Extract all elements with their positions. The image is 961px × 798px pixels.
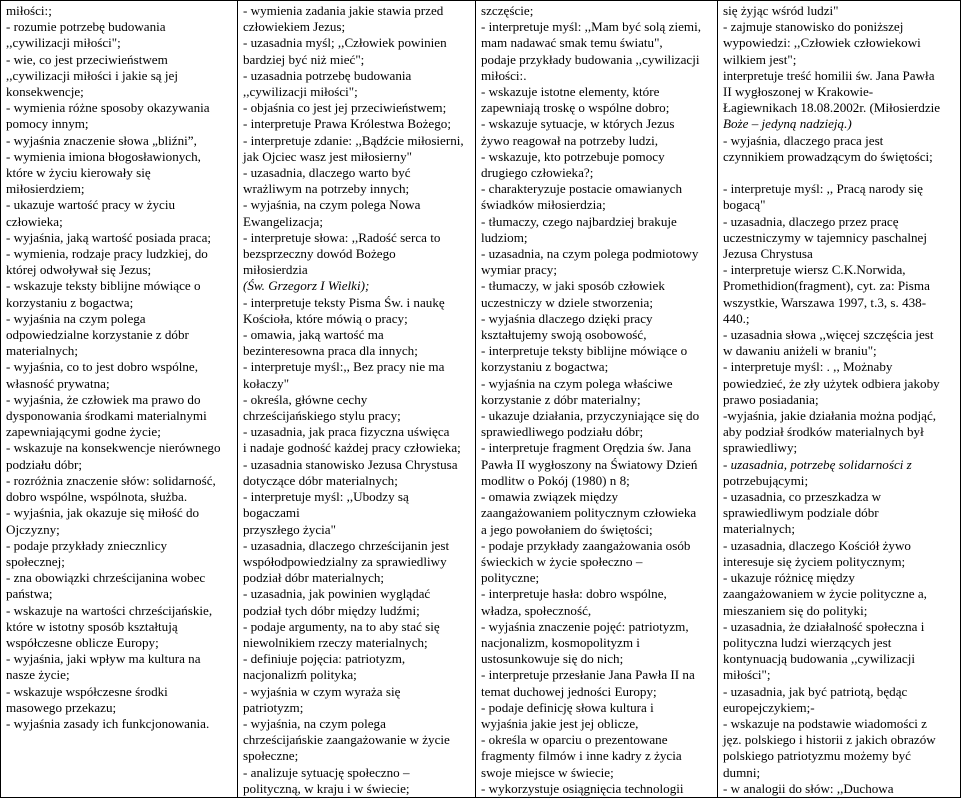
text-line: bogacą" <box>723 197 766 213</box>
text-line: - wskazuje na wartości chrześcijańskie, <box>6 602 213 618</box>
text-line: - interpretuje wiersz C.K.Norwida, <box>723 262 906 278</box>
text-line: państwa; <box>6 586 53 602</box>
text-line: Kościoła, które mówią o pracy; <box>243 310 408 326</box>
text-line: temat duchowej jedności Europy; <box>481 683 657 699</box>
text-line: dobro wspólne, wspólnota, służba. <box>6 489 188 505</box>
text-line: ludziom; <box>481 229 528 245</box>
text-line: powiedzieć, że zły użytek odbiera jakoby <box>723 375 940 391</box>
text-line: - uzasadnia stanowisko Jezusa Chrystusa <box>243 456 458 472</box>
text-line: się żyjąc wśród ludzi" <box>723 3 839 18</box>
text-line: - wskazuje na konsekwencje nierównego <box>6 440 221 456</box>
text-line: - rozróżnia znaczenie słów: solidarność, <box>6 472 216 488</box>
text-line: zaangażowaniem politycznym człowieka <box>481 505 697 521</box>
text-line: - interpretuje myśl: . ,, Możnaby <box>723 359 893 375</box>
text-line: nacjonalizḿ polityka; <box>243 667 357 683</box>
text-line: społeczne; <box>243 748 299 764</box>
text-line: - podaje argumenty, na to aby stać się <box>243 618 440 634</box>
text-line: korzystaniu z bogactwa; <box>6 294 134 310</box>
text-line: sprawiedliwy; <box>723 440 798 456</box>
text-line: - interpretuje Prawa Królestwa Bożego; <box>243 116 451 132</box>
table-cell-col1 <box>1 1 238 798</box>
text-line: ,,cywilizacji miłości"; <box>243 84 358 100</box>
text-line: - wyjaśnia, jaką wartość posiada praca; <box>6 229 212 245</box>
text-line: Ojczyzny; <box>6 521 60 537</box>
text-line: materialnych; <box>723 521 795 537</box>
text-line: - wymienia, rodzaje pracy ludzkiej, do <box>6 246 208 262</box>
text-line: - wskazuje teksty biblijne mówiące o <box>6 278 201 294</box>
text-line: patriotyzm; <box>243 699 304 715</box>
text-line: - wskazuje, kto potrzebuje pomocy <box>481 148 665 164</box>
text-line: - interpretuje myśl:,, Bez pracy nie ma <box>243 359 445 375</box>
text-line: -wyjaśnia, jakie działania można podjąć, <box>723 408 937 424</box>
text-line: niewolnikiem rzeczy materialnych; <box>243 634 428 650</box>
text-line: ,,cywilizacji miłości i jakie są jej <box>6 67 178 83</box>
text-line: - interpretuje fragment Orędzia św. Jana <box>481 440 692 456</box>
text-line: nasze życie; <box>6 667 70 683</box>
text-line: - interpretuje hasła: dobro wspólne, <box>481 586 667 602</box>
text-line: - wyjaśnia w czym wyraża się <box>243 683 401 699</box>
text-line: które w życiu kierowały się <box>6 165 151 181</box>
requirements-list-col2 <box>243 3 472 797</box>
text-line: - uzasadnia, dlaczego warto być <box>243 165 411 181</box>
text-line: - interpretuje zdanie: ,,Bądźcie miłosierni, <box>243 132 464 148</box>
text-line: - wyjaśnia znaczenie słowa „bliźni”, <box>6 132 197 148</box>
text-line: - wyjaśnia, co to jest dobro wspólne, <box>6 359 199 375</box>
text-line: własność prywatna; <box>6 375 110 391</box>
text-line: wyjaśnia jakie jest jej oblicze, <box>481 715 639 731</box>
text-line: - interpretuje przesłanie Jana Pawła II na <box>481 667 695 683</box>
text-line: bezsprzeczny dowód Bożego <box>243 246 396 262</box>
text-line: korzystaniu z bogactwa; <box>481 359 609 375</box>
text-line: a jego powołaniem do świętości; <box>481 521 653 537</box>
text-line: - zajmuje stanowisko do poniższej <box>723 19 904 35</box>
text-line: żywo reagował na potrzeby ludzi, <box>481 132 659 148</box>
requirements-list-col3 <box>481 3 714 797</box>
text-line: - uzasadnia potrzebę budowania <box>243 67 412 83</box>
text-line: bogaczami <box>243 505 300 521</box>
text-line: jęz. polskiego i historii z jakich obrazów <box>723 732 936 748</box>
text-line: - zna obowiązki chrześcijanina wobec <box>6 570 206 586</box>
text-line: miłosierdzia <box>243 262 308 278</box>
text-line: podział tych dóbr między ludźmi; <box>243 602 420 618</box>
text-line: miłosierdziem; <box>6 181 85 197</box>
text-line: - wyjaśnia, jak okazuje się miłość do <box>6 505 200 521</box>
text-line: - uzasadnia, dlaczego Kościół żywo <box>723 537 911 553</box>
text-line: Pawła II wygłoszony na Światowy Dzień <box>481 456 698 472</box>
text-line: - rozumie potrzebę budowania <box>6 19 166 35</box>
text-line: ,,cywilizacji miłości"; <box>6 35 121 51</box>
text-line: świeckich w życie społeczno – <box>481 553 643 569</box>
text-line: - wymienia zadania jakie stawia przed <box>243 3 444 18</box>
text-line: - tłumaczy, czego najbardziej brakuje <box>481 213 677 229</box>
text-line: - charakteryzuje postacie omawianych <box>481 181 683 197</box>
text-line: współczesne oblicze Europy; <box>6 634 159 650</box>
text-line: kształtujemy swoją osobowość, <box>481 327 647 343</box>
text-line: Promethidion(fragment), cyt. za: Pisma <box>723 278 930 294</box>
text-line: - wyjaśnia na czym polega <box>6 310 146 326</box>
text-line: które w istotny sposób kształtują <box>6 618 178 634</box>
table-row <box>1 1 961 798</box>
text-line: polityczna ludzi wierzących jest <box>723 634 892 650</box>
text-line: pomocy innym; <box>6 116 89 132</box>
text-line: - wyjaśnia znaczenie pojęć: patriotyzm, <box>481 618 689 634</box>
text-line: konsekwencje; <box>6 84 84 100</box>
text-line: podział dóbr materialnych; <box>243 570 385 586</box>
text-line: kontynuacją budowania ,,cywilizacji <box>723 651 915 667</box>
text-line: fragmenty filmów i inne kadry z życia <box>481 748 682 764</box>
text-line: drugiego człowieka?; <box>481 165 594 181</box>
text-line: wszystkie, Warszawa 1997, t.3, s. 438- <box>723 294 927 310</box>
text-line: - uzasadnia myśl; ,,Człowiek powinien <box>243 35 447 51</box>
text-line: - uzasadnia, na czym polega podmiotowy <box>481 246 699 262</box>
text-line: - wyjaśnia na czym polega właściwe <box>481 375 673 391</box>
text-line: zaangażowaniem w życie polityczne a, <box>723 586 927 602</box>
text-line: potrzebującymi; <box>723 472 809 488</box>
text-line: Boże – jedyną nadzieją.) <box>723 116 852 132</box>
text-line: - ukazuje wartość pracy w życiu <box>6 197 176 213</box>
text-line: wilkiem jest"; <box>723 51 797 67</box>
text-line: przyszłego życia" <box>243 521 336 537</box>
text-line: chrześcijańskie zaangażowanie w życie <box>243 732 450 748</box>
text-line: - uzasadnia, dlaczego przez pracę <box>723 213 899 229</box>
text-line: dysponowania środkami materialnymi <box>6 408 207 424</box>
text-line: 440.; <box>723 310 750 326</box>
text-line: - wyjaśnia, dlaczego praca jest <box>723 132 884 148</box>
text-line: czynnikiem prowadzącym do świętości; <box>723 148 933 164</box>
text-line: - uzasadnia, jak powinien wyglądać <box>243 586 431 602</box>
text-line: świadków miłosierdzia; <box>481 197 606 213</box>
text-line: miłości"; <box>723 667 771 683</box>
text-line: współodpowiedzialny za sprawiedliwy <box>243 553 447 569</box>
text-line: jak Ojciec wasz jest miłosierny" <box>243 148 412 164</box>
text-line: - określa, główne cechy <box>243 391 368 407</box>
text-line: - interpretuje teksty Pisma Św. i naukę <box>243 294 445 310</box>
text-line: interesuje się życiem politycznym; <box>723 553 906 569</box>
text-line: której odwoływał się Jezus; <box>6 262 152 278</box>
text-line: - omawia, jaką wartość ma <box>243 327 384 343</box>
text-line: - w analogii do słów: ,,Duchowa <box>723 780 894 796</box>
text-line: kołaczy" <box>243 375 290 391</box>
text-line: - ukazuje działania, przyczyniające się do <box>481 408 700 424</box>
text-line: - wyjaśnia, jaki wpływ ma kultura na <box>6 651 201 667</box>
text-line: - wie, co jest przeciwieństwem <box>6 51 168 67</box>
text-line: Łagiewnikach 18.08.2002r. (Miłosierdzie <box>723 100 941 116</box>
text-line: - podaje przykłady zaangażowania osób <box>481 537 691 553</box>
text-line: - wyjaśnia, że człowiek ma prawo do <box>6 391 201 407</box>
text-line: bezinteresowna praca dla innych; <box>243 343 418 359</box>
text-line: wymiar pracy; <box>481 262 557 278</box>
table-cell-col3 <box>476 1 718 798</box>
text-line: wrażliwym na potrzeby innych; <box>243 181 410 197</box>
text-line: mieszaniem się do polityki; <box>723 602 868 618</box>
text-line: - wyjaśnia, na czym polega Nowa <box>243 197 421 213</box>
requirements-list-col1 <box>6 3 234 732</box>
text-line: - określa w oparciu o prezentowane <box>481 732 668 748</box>
text-line: (Św. Grzegorz I Wielki); <box>243 278 370 294</box>
text-line: sprawiedliwym podziale dóbr <box>723 505 879 521</box>
text-line: - wskazuje na podstawie wiadomości z <box>723 715 927 731</box>
text-line: - wyjaśnia, na czym polega <box>243 715 386 731</box>
table-cell-col4 <box>718 1 961 798</box>
text-line: podziału dóbr; <box>6 456 82 472</box>
text-line: - ukazuje różnicę między <box>723 570 855 586</box>
text-line: - uzasadnia, jak być patriotą, będąc <box>723 683 908 699</box>
text-line: dumni; <box>723 764 761 780</box>
text-line: uczestniczy w dziele stworzenia; <box>481 294 653 310</box>
text-line: ustosunkowuje się do nich; <box>481 651 624 667</box>
text-line: - tłumaczy, w jaki sposób człowiek <box>481 278 665 294</box>
text-line: sprawiedliwego podziału dóbr; <box>481 424 644 440</box>
text-line: II wygłoszonej w Krakowie- <box>723 84 874 100</box>
text-line: swoje miejsce w świecie; <box>481 764 614 780</box>
requirements-list-col4 <box>723 3 957 797</box>
text-line: szczęście; <box>481 3 534 18</box>
text-line: modlitw o Pokój (1980) n 8; <box>481 472 630 488</box>
text-line: dotyczące dóbr materialnych; <box>243 472 398 488</box>
text-line: społecznej; <box>6 553 65 569</box>
text-line: w dawaniu aniżeli w braniu"; <box>723 343 877 359</box>
text-line: uczestniczymy w tajemnicy paschalnej <box>723 229 927 245</box>
text-line: - omawia związek między <box>481 489 619 505</box>
text-line: - interpretuje teksty biblijne mówiące o <box>481 343 688 359</box>
text-line: człowiekiem Jezus; <box>243 19 346 35</box>
text-line: - podaje przykłady zniecznlicy <box>6 537 168 553</box>
text-line: i nadaje godność każdej pracy człowieka; <box>243 440 461 456</box>
text-line: - wyjaśnia dlaczego dzięki pracy <box>481 310 653 326</box>
text-line: - uzasadnia, że działalność społeczna i <box>723 618 925 634</box>
text-line: odpowiedzialne korzystanie z dóbr <box>6 327 189 343</box>
text-line: nacjonalizm, kosmopolityzm i <box>481 634 640 650</box>
text-line: - uzasadnia, dlaczego chrześcijanin jest <box>243 537 450 553</box>
text-line: podaje przykłady budowania ,,cywilizacji <box>481 51 700 67</box>
text-line: masowego przekazu; <box>6 699 117 715</box>
text-line: miłości:. <box>481 67 527 83</box>
text-line: - wskazuje istotne elementy, które <box>481 84 660 100</box>
text-line: - interpretuje słowa: ,,Radość serca to <box>243 229 441 245</box>
table-cell-col2 <box>238 1 476 798</box>
text-line <box>723 165 957 181</box>
text-line: - podaje definicję słowa kultura i <box>481 699 654 715</box>
text-line: - interpretuje myśl: ,,Ubodzy są <box>243 489 409 505</box>
text-line: - wykorzystuje osiągnięcia technologii <box>481 780 684 796</box>
text-line: polityczną, w kraju i w świecie; <box>243 780 410 796</box>
text-line: - uzasadnia, jak praca fizyczna uświęca <box>243 424 450 440</box>
text-line: Jezusa Chrystusa <box>723 246 813 262</box>
text-line: wypowiedzi: ,,Człowiek człowiekowi <box>723 35 921 51</box>
text-line: zapewniają troskę o wspólne dobro; <box>481 100 670 116</box>
text-line: - analizuje sytuację społeczno – <box>243 764 410 780</box>
text-line: - uzasadnia, co przeszkadza w <box>723 489 882 505</box>
text-line: interpretuje treść homilii św. Jana Pawła <box>723 67 935 83</box>
text-line: - wymienia różne sposoby okazywania <box>6 100 210 116</box>
text-line: bardziej być niż mieć"; <box>243 51 365 67</box>
text-line: - wskazuje współczesne środki <box>6 683 168 699</box>
text-line: - interpretuje myśl: ,,Mam być solą ziemi, <box>481 19 701 35</box>
text-line: - wyjaśnia zasady ich funkcjonowania. <box>6 715 210 731</box>
text-line: władza, społeczność, <box>481 602 592 618</box>
text-line: mam nadawać smak temu światu", <box>481 35 663 51</box>
text-line: zapewniającymi godne życie; <box>6 424 161 440</box>
text-line: Ewangelizacja; <box>243 213 323 229</box>
text-line: europejczykiem;- <box>723 699 815 715</box>
text-line: - objaśnia co jest jej przeciwieństwem; <box>243 100 447 116</box>
text-line: polityczne; <box>481 570 540 586</box>
text-line: korzystanie z dóbr materialny; <box>481 391 641 407</box>
text-line: - wymienia imiona błogosławionych, <box>6 148 201 164</box>
text-line: chrześcijańskiego stylu pracy; <box>243 408 401 424</box>
text-line: miłości:; <box>6 3 52 18</box>
text-line: - uzasadnia, potrzebę solidarności z <box>723 456 912 472</box>
text-line: - interpretuje myśl: ,, Pracą narody się <box>723 181 923 197</box>
text-line: aby podział środków materialnych był <box>723 424 924 440</box>
text-line: - wskazuje sytuacje, w których Jezus <box>481 116 675 132</box>
text-line: człowieka; <box>6 213 63 229</box>
text-line: materialnych; <box>6 343 78 359</box>
text-line: - definiuje pojęcia: patriotyzm, <box>243 651 406 667</box>
text-line: polskiego patriotyzmu możemy być <box>723 748 911 764</box>
text-line: - uzasadnia słowa ,,więcej szczęścia jest <box>723 327 934 343</box>
text-line: prawo posiadania; <box>723 391 819 407</box>
